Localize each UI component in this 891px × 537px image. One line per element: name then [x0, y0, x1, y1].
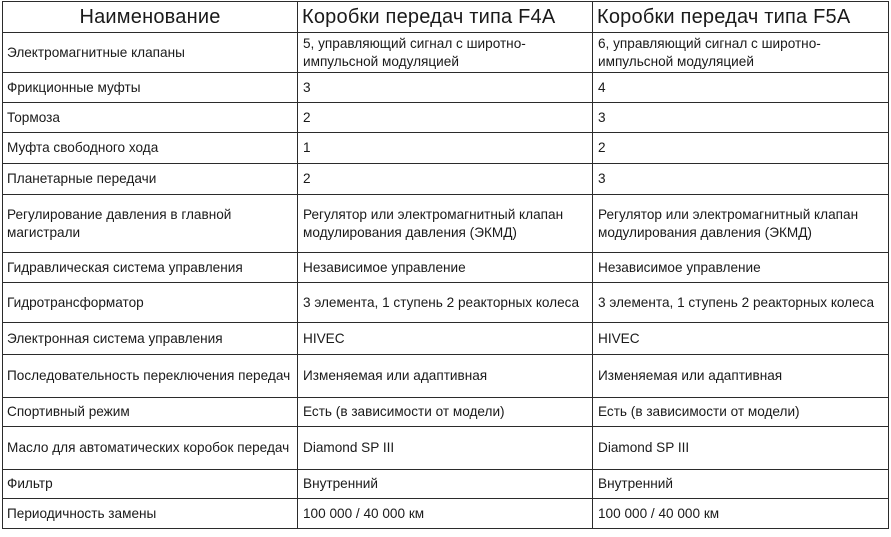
table-row — [3, 164, 889, 195]
row-label: Гидротрансформатор — [3, 283, 298, 323]
row-label: Последовательность переключения передач — [3, 355, 298, 398]
f4a-value: 1 — [298, 133, 593, 164]
f5a-value: Регулятор или электромагнитный клапан модулирования давления (ЭКМД) — [593, 195, 889, 253]
table-row — [3, 253, 889, 283]
row-label: Фрикционные муфты — [3, 73, 298, 103]
f5a-value: Есть (в зависимости от модели) — [593, 398, 889, 427]
row-label: Муфта свободного хода — [3, 133, 298, 164]
f5a-value: HIVEC — [593, 323, 889, 355]
f4a-value: 5, управляющий сигнал с широтно-импульсной модуляцией — [298, 33, 593, 73]
table-row — [3, 427, 889, 470]
table-row — [3, 195, 889, 253]
table-row — [3, 73, 889, 103]
table-row — [3, 499, 889, 529]
row-label: Электромагнитные клапаны — [3, 33, 298, 73]
f5a-value: 4 — [593, 73, 889, 103]
f5a-value: Изменяемая или адаптивная — [593, 355, 889, 398]
header-f4a: Коробки передач типа F4A — [298, 2, 593, 33]
f5a-value: 2 — [593, 133, 889, 164]
table-row — [3, 323, 889, 355]
table-row — [3, 103, 889, 133]
table-row — [3, 283, 889, 323]
table-row — [3, 133, 889, 164]
row-label: Периодичность замены — [3, 499, 298, 529]
f4a-value: 2 — [298, 103, 593, 133]
f4a-value: 100 000 / 40 000 км — [298, 499, 593, 529]
f4a-value: Изменяемая или адаптивная — [298, 355, 593, 398]
f5a-value: 3 — [593, 164, 889, 195]
gearbox-comparison-table — [2, 1, 889, 529]
header-name: Наименование — [3, 2, 298, 33]
row-label: Регулирование давления в главной магистрали — [3, 195, 298, 253]
f5a-value: 100 000 / 40 000 км — [593, 499, 889, 529]
f4a-value: Diamond SP III — [298, 427, 593, 470]
table-row — [3, 470, 889, 499]
f5a-value: Внутренний — [593, 470, 889, 499]
f5a-value: 3 элемента, 1 ступень 2 реакторных колеса — [593, 283, 889, 323]
table-header-row — [3, 2, 889, 33]
row-label: Гидравлическая система управления — [3, 253, 298, 283]
f4a-value: 2 — [298, 164, 593, 195]
f4a-value: 3 — [298, 73, 593, 103]
row-label: Электронная система управления — [3, 323, 298, 355]
table-row — [3, 398, 889, 427]
table-row — [3, 33, 889, 73]
table-row — [3, 355, 889, 398]
f4a-value: Независимое управление — [298, 253, 593, 283]
f4a-value: HIVEC — [298, 323, 593, 355]
f5a-value: 6, управляющий сигнал с широтно-импульсной модуляцией — [593, 33, 889, 73]
row-label: Масло для автоматических коробок передач — [3, 427, 298, 470]
row-label: Фильтр — [3, 470, 298, 499]
f5a-value: Diamond SP III — [593, 427, 889, 470]
row-label: Тормоза — [3, 103, 298, 133]
row-label: Планетарные передачи — [3, 164, 298, 195]
f4a-value: Есть (в зависимости от модели) — [298, 398, 593, 427]
f5a-value: Независимое управление — [593, 253, 889, 283]
f4a-value: 3 элемента, 1 ступень 2 реакторных колеса — [298, 283, 593, 323]
f4a-value: Внутренний — [298, 470, 593, 499]
row-label: Спортивный режим — [3, 398, 298, 427]
f5a-value: 3 — [593, 103, 889, 133]
header-f5a: Коробки передач типа F5A — [593, 2, 889, 33]
f4a-value: Регулятор или электромагнитный клапан модулирования давления (ЭКМД) — [298, 195, 593, 253]
